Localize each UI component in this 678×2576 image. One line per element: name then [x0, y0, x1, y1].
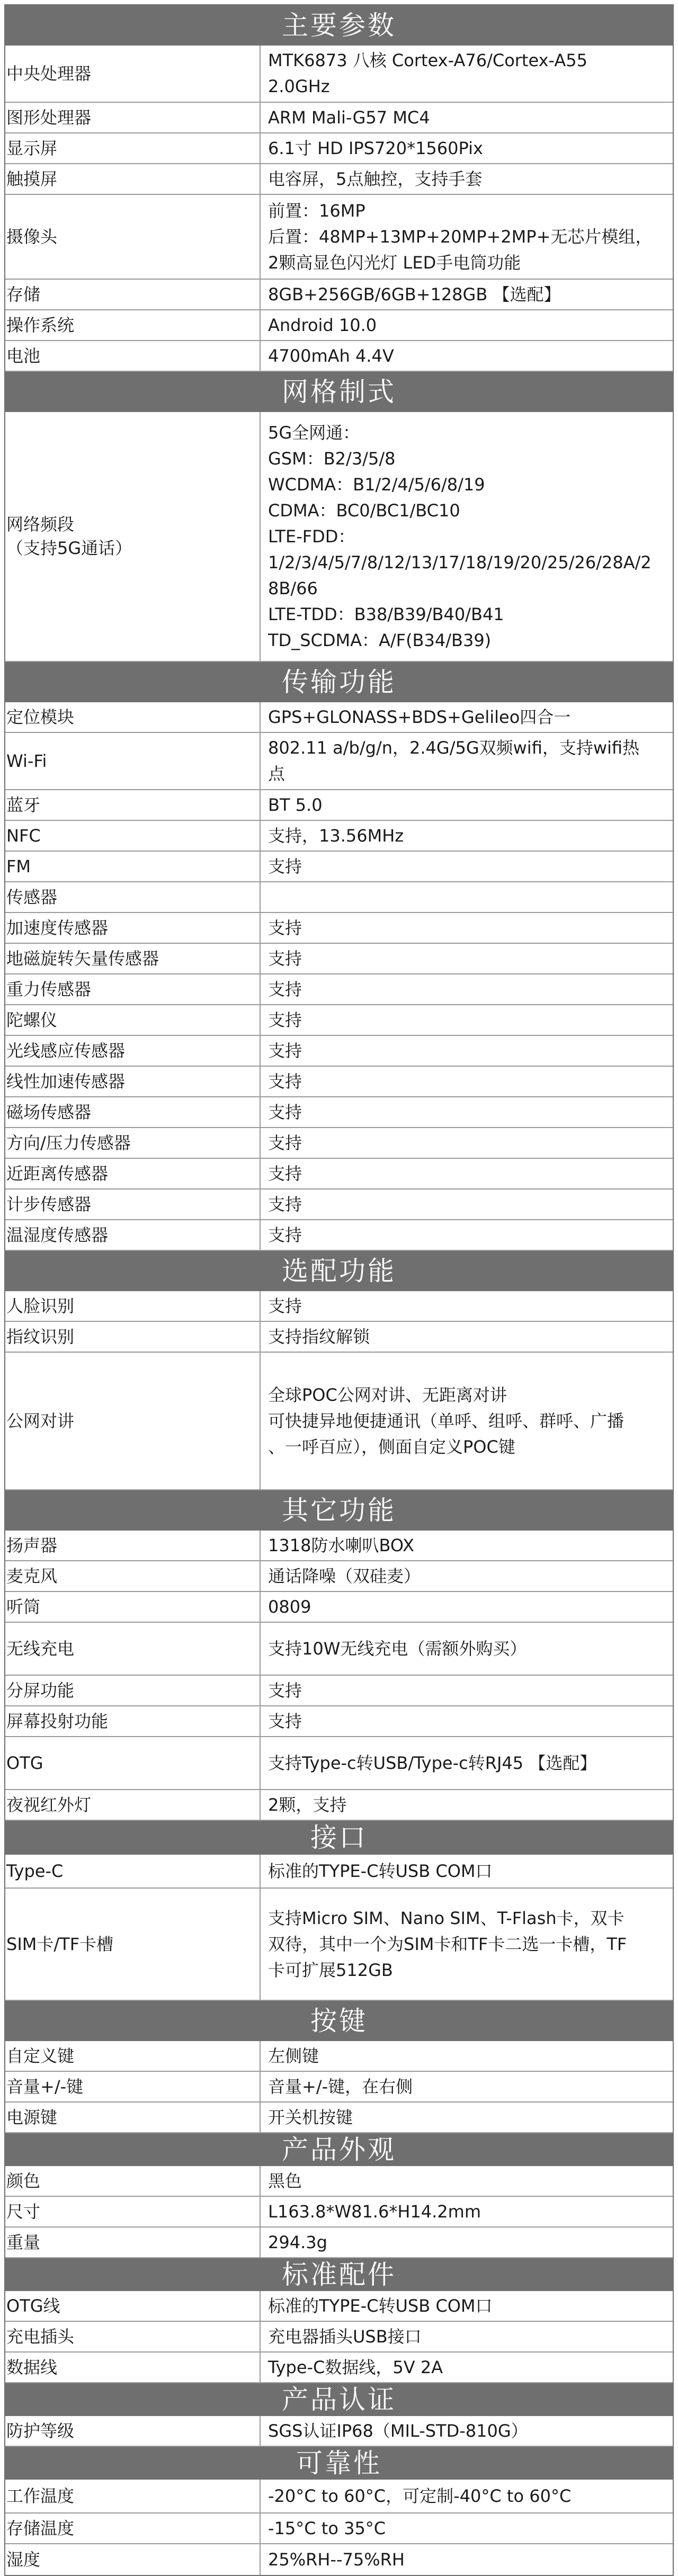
spec-value	[261, 790, 673, 820]
spec-value-line: 通话降噪（双硅麦）	[268, 1566, 421, 1586]
spec-row	[5, 1790, 673, 1821]
spec-label: 摄像头	[5, 195, 261, 279]
spec-value-line: 音量+/-键，在右侧	[268, 2076, 413, 2097]
spec-value	[261, 2041, 673, 2071]
spec-value	[261, 944, 673, 973]
spec-label: 存储温度	[5, 2514, 261, 2543]
spec-label: 显示屏	[5, 133, 261, 163]
spec-value-line: 标准的TYPE-C转USB COM口	[268, 1861, 493, 1881]
spec-label: Wi-Fi	[5, 733, 261, 789]
spec-label: FM	[5, 852, 261, 881]
spec-value	[261, 1128, 673, 1158]
spec-label: 线性加速传感器	[5, 1067, 261, 1096]
spec-value	[261, 1592, 673, 1622]
spec-label: 指纹识别	[5, 1322, 261, 1352]
spec-value	[261, 1322, 673, 1352]
spec-value	[261, 1220, 673, 1250]
spec-row	[5, 1592, 673, 1623]
spec-label: 夜视红外灯	[5, 1790, 261, 1820]
spec-value-line: 2颗高显色闪光灯 LED手电筒功能	[268, 252, 521, 273]
spec-value	[261, 1005, 673, 1035]
spec-row	[5, 1353, 673, 1490]
spec-row	[5, 913, 673, 944]
spec-label: 充电插头	[5, 2322, 261, 2351]
spec-value-line: 支持	[268, 1102, 302, 1122]
spec-value	[261, 280, 673, 309]
spec-value-line: 支持	[268, 1040, 302, 1061]
spec-row	[5, 195, 673, 280]
spec-value	[261, 195, 673, 279]
spec-row	[5, 280, 673, 310]
spec-label: 中央处理器	[5, 46, 261, 102]
spec-value-line: 可快捷异地便捷通讯（单呼、组呼、群呼、广播	[268, 1410, 625, 1431]
spec-value-line: 电容屏，5点触控，支持手套	[268, 168, 483, 189]
spec-label: 传感器	[5, 882, 261, 912]
spec-value	[261, 341, 673, 371]
spec-value-line: 25%RH--75%RH	[268, 2549, 405, 2570]
spec-value-line: 全球POC公网对讲、无距离对讲	[268, 1384, 507, 1405]
spec-label: 防护等级	[5, 2416, 261, 2446]
spec-label: 无线充电	[5, 1623, 261, 1675]
spec-value-line: 2.0GHz	[268, 76, 330, 96]
spec-value	[261, 2514, 673, 2543]
spec-label: Type-C	[5, 1855, 261, 1888]
spec-value-line: 支持	[268, 1009, 302, 1030]
spec-value-line: 前置：16MP	[268, 200, 365, 221]
spec-row	[5, 164, 673, 195]
spec-row	[5, 944, 673, 974]
spec-value	[261, 1855, 673, 1888]
spec-row	[5, 1322, 673, 1353]
spec-value-line: 后置：48MP+13MP+20MP+2MP+无芯片模组，	[268, 226, 653, 247]
spec-value-line: Type-C数据线，5V 2A	[268, 2357, 443, 2377]
spec-value-line: SGS认证IP68（MIL-STD-810G）	[268, 2420, 528, 2441]
section-header: 网格制式	[5, 372, 673, 412]
spec-value	[261, 1790, 673, 1820]
spec-label: 重量	[5, 2228, 261, 2257]
spec-row	[5, 1889, 673, 2001]
spec-row	[5, 1067, 673, 1097]
spec-value-line: 支持	[268, 1132, 302, 1153]
spec-row	[5, 46, 673, 103]
spec-label: OTG线	[5, 2291, 261, 2321]
section-header: 标准配件	[5, 2258, 673, 2291]
section-header: 产品外观	[5, 2133, 673, 2166]
spec-value	[261, 1353, 673, 1489]
spec-value	[261, 852, 673, 881]
spec-value-line: LTE-TDD：B38/B39/B40/B41	[268, 604, 504, 624]
spec-label: 加速度传感器	[5, 913, 261, 943]
spec-row	[5, 133, 673, 164]
spec-row	[5, 2480, 673, 2514]
spec-value-line: MTK6873 八核 Cortex-A76/Cortex-A55	[268, 50, 587, 70]
spec-value-line: 支持	[268, 1071, 302, 1092]
spec-row	[5, 2072, 673, 2103]
spec-row	[5, 974, 673, 1005]
spec-value-line: 1/2/3/4/5/7/8/12/13/17/18/19/20/25/26/28A/2	[268, 552, 652, 573]
section-header: 可靠性	[5, 2447, 673, 2480]
spec-value-line: TD_SCDMA：A/F(B34/B39)	[268, 630, 492, 650]
spec-label: 重力传感器	[5, 974, 261, 1004]
spec-row	[5, 1737, 673, 1790]
spec-value	[261, 133, 673, 163]
spec-value	[261, 2197, 673, 2226]
spec-value	[261, 2544, 673, 2575]
spec-value	[261, 1067, 673, 1096]
spec-value-line: 0809	[268, 1596, 311, 1617]
section-header: 传输功能	[5, 662, 673, 702]
spec-label: NFC	[5, 821, 261, 851]
spec-value-line: 支持	[268, 1163, 302, 1184]
spec-label: 存储	[5, 280, 261, 309]
spec-value	[261, 974, 673, 1004]
spec-row	[5, 2041, 673, 2072]
spec-row	[5, 1706, 673, 1737]
spec-label: OTG	[5, 1737, 261, 1789]
spec-value-line: 5G全网通：	[268, 422, 360, 443]
spec-value-line: 4700mAh 4.4V	[268, 345, 394, 366]
spec-label: 陀螺仪	[5, 1005, 261, 1035]
spec-label: 尺寸	[5, 2197, 261, 2226]
spec-label: 工作温度	[5, 2480, 261, 2512]
spec-row	[5, 1291, 673, 1322]
spec-value	[261, 1706, 673, 1736]
spec-row	[5, 412, 673, 662]
spec-value-line: CDMA：BC0/BC1/BC10	[268, 500, 460, 521]
spec-label: 定位模块	[5, 702, 261, 732]
spec-value-line: 1318防水喇叭BOX	[268, 1535, 414, 1555]
spec-row	[5, 702, 673, 733]
spec-value-line: WCDMA：B1/2/4/5/6/8/19	[268, 474, 485, 495]
spec-row	[5, 1005, 673, 1036]
spec-value-line: 、一呼百应），侧面自定义POC键	[268, 1436, 515, 1457]
spec-value	[261, 1623, 673, 1675]
spec-value-line: 点	[268, 764, 286, 784]
spec-row	[5, 1855, 673, 1889]
spec-row	[5, 2416, 673, 2447]
spec-value-line: 充电器插头USB接口	[268, 2326, 422, 2347]
spec-value	[261, 2416, 673, 2446]
spec-sheet	[4, 4, 674, 2576]
spec-row	[5, 1159, 673, 1189]
spec-label: 磁场传感器	[5, 1097, 261, 1127]
spec-value	[261, 2291, 673, 2321]
spec-value-line: 开关机按键	[268, 2107, 353, 2127]
spec-value-line: 6.1寸 HD IPS720*1560Pix	[268, 138, 483, 158]
spec-value-line: GPS+GLONASS+BDS+Gelileo四合一	[268, 706, 571, 727]
spec-value	[261, 2103, 673, 2132]
spec-value-line: 支持	[268, 1680, 302, 1701]
spec-value	[261, 913, 673, 943]
spec-label: 触摸屏	[5, 164, 261, 194]
spec-value-line: 左侧键	[268, 2045, 319, 2066]
spec-value-line: 卡可扩展512GB	[268, 1960, 393, 1980]
spec-label: 扬声器	[5, 1531, 261, 1560]
spec-row	[5, 733, 673, 790]
spec-row	[5, 2353, 673, 2383]
spec-value	[261, 1676, 673, 1705]
spec-value-line: 支持，13.56MHz	[268, 825, 404, 846]
spec-row	[5, 1036, 673, 1067]
spec-row	[5, 2228, 673, 2258]
spec-value	[261, 1097, 673, 1127]
spec-value-line: 294.3g	[268, 2232, 327, 2252]
spec-value-line: 支持	[268, 856, 302, 876]
section-header: 选配功能	[5, 1251, 673, 1291]
spec-row	[5, 2322, 673, 2353]
spec-value-line: 8GB+256GB/6GB+128GB 【选配】	[268, 284, 561, 305]
spec-label: 网络频段 （支持5G通话）	[5, 412, 261, 661]
spec-label: 颜色	[5, 2166, 261, 2196]
spec-label: 麦克风	[5, 1561, 261, 1591]
spec-row	[5, 2544, 673, 2575]
spec-value-line: 标准的TYPE-C转USB COM口	[268, 2295, 493, 2316]
spec-value-line: 支持	[268, 1224, 302, 1245]
spec-value-line: -15°C to 35°C	[268, 2518, 386, 2538]
section-header: 产品认证	[5, 2383, 673, 2416]
spec-value-line: 支持Type-c转USB/Type-c转RJ45 【选配】	[268, 1752, 597, 1773]
spec-value	[261, 1531, 673, 1560]
spec-row	[5, 821, 673, 852]
spec-value	[261, 103, 673, 132]
spec-row	[5, 2103, 673, 2133]
spec-value	[261, 2353, 673, 2382]
spec-label: 数据线	[5, 2353, 261, 2382]
section-header: 其它功能	[5, 1490, 673, 1531]
spec-value-line: 2颗，支持	[268, 1794, 347, 1815]
spec-value	[261, 2228, 673, 2257]
spec-value	[261, 412, 673, 661]
section-header: 主要参数	[5, 5, 673, 46]
spec-value	[261, 1737, 673, 1789]
spec-value-line: 支持	[268, 979, 302, 999]
spec-label: 湿度	[5, 2544, 261, 2575]
spec-row	[5, 341, 673, 372]
spec-value-line: 支持	[268, 1194, 302, 1214]
spec-value	[261, 46, 673, 102]
spec-value	[261, 882, 673, 912]
spec-row	[5, 1097, 673, 1128]
spec-value-line: L163.8*W81.6*H14.2mm	[268, 2201, 481, 2222]
spec-label: 分屏功能	[5, 1676, 261, 1705]
spec-row	[5, 882, 673, 913]
spec-row	[5, 790, 673, 821]
spec-row	[5, 2514, 673, 2544]
spec-label: 地磁旋转矢量传感器	[5, 944, 261, 973]
spec-value-line: -20°C to 60°C，可定制-40°C to 60°C	[268, 2485, 572, 2506]
spec-value-line: ARM Mali-G57 MC4	[268, 107, 430, 128]
spec-value	[261, 2322, 673, 2351]
spec-row	[5, 310, 673, 341]
spec-label: 电源键	[5, 2103, 261, 2132]
spec-label: 图形处理器	[5, 103, 261, 132]
section-header: 按键	[5, 2001, 673, 2041]
spec-row	[5, 1189, 673, 1220]
spec-value-line: 8B/66	[268, 578, 318, 598]
spec-value-line: 支持Micro SIM、Nano SIM、T-Flash卡，双卡	[268, 1908, 625, 1928]
spec-label: 计步传感器	[5, 1189, 261, 1219]
spec-row	[5, 1676, 673, 1706]
section-header: 接口	[5, 1821, 673, 1855]
spec-value	[261, 1189, 673, 1219]
spec-value	[261, 164, 673, 194]
spec-value	[261, 733, 673, 789]
spec-label: 公网对讲	[5, 1353, 261, 1489]
spec-row	[5, 2291, 673, 2322]
spec-value	[261, 1561, 673, 1591]
spec-value-line: BT 5.0	[268, 794, 323, 815]
spec-value	[261, 1036, 673, 1066]
spec-label: 近距离传感器	[5, 1159, 261, 1188]
spec-label: SIM卡/TF卡槽	[5, 1889, 261, 2000]
spec-value-line: LTE-FDD：	[268, 526, 355, 547]
spec-label: 蓝牙	[5, 790, 261, 820]
spec-value	[261, 1159, 673, 1188]
spec-label: 人脸识别	[5, 1291, 261, 1321]
spec-row	[5, 1128, 673, 1159]
spec-value	[261, 1291, 673, 1321]
spec-value	[261, 2480, 673, 2512]
spec-value-line: 支持	[268, 1711, 302, 1731]
spec-row	[5, 1623, 673, 1676]
spec-label: 光线感应传感器	[5, 1036, 261, 1066]
spec-row	[5, 2197, 673, 2228]
spec-row	[5, 1220, 673, 1251]
spec-value-line: 支持	[268, 948, 302, 969]
spec-value-line: 支持	[268, 1295, 302, 1316]
spec-value	[261, 2072, 673, 2101]
spec-value-line: 支持指纹解锁	[268, 1326, 370, 1347]
spec-value	[261, 1889, 673, 2000]
spec-value-line: 支持10W无线充电（需额外购买）	[268, 1638, 527, 1659]
spec-row	[5, 2166, 673, 2197]
spec-label: 方向/压力传感器	[5, 1128, 261, 1158]
spec-label: 音量+/-键	[5, 2072, 261, 2101]
spec-value-line: 802.11 a/b/g/n，2.4G/5G双频wifi，支持wifi热	[268, 738, 640, 758]
spec-label: 屏幕投射功能	[5, 1706, 261, 1736]
spec-value	[261, 2166, 673, 2196]
spec-label: 听筒	[5, 1592, 261, 1622]
spec-value	[261, 310, 673, 340]
spec-row	[5, 852, 673, 882]
spec-value	[261, 702, 673, 732]
spec-label: 电池	[5, 341, 261, 371]
spec-label: 操作系统	[5, 310, 261, 340]
spec-row	[5, 1531, 673, 1561]
spec-value-line: 支持	[268, 917, 302, 938]
spec-row	[5, 103, 673, 133]
spec-row	[5, 1561, 673, 1592]
spec-label: 自定义键	[5, 2041, 261, 2071]
spec-value-line: 双待，其中一个为SIM卡和TF卡二选一卡槽，TF	[268, 1934, 627, 1954]
spec-value-line: 黑色	[268, 2170, 302, 2191]
spec-value-line: GSM：B2/3/5/8	[268, 448, 396, 469]
spec-value	[261, 821, 673, 851]
spec-value-line: Android 10.0	[268, 315, 377, 335]
spec-label: 温湿度传感器	[5, 1220, 261, 1250]
